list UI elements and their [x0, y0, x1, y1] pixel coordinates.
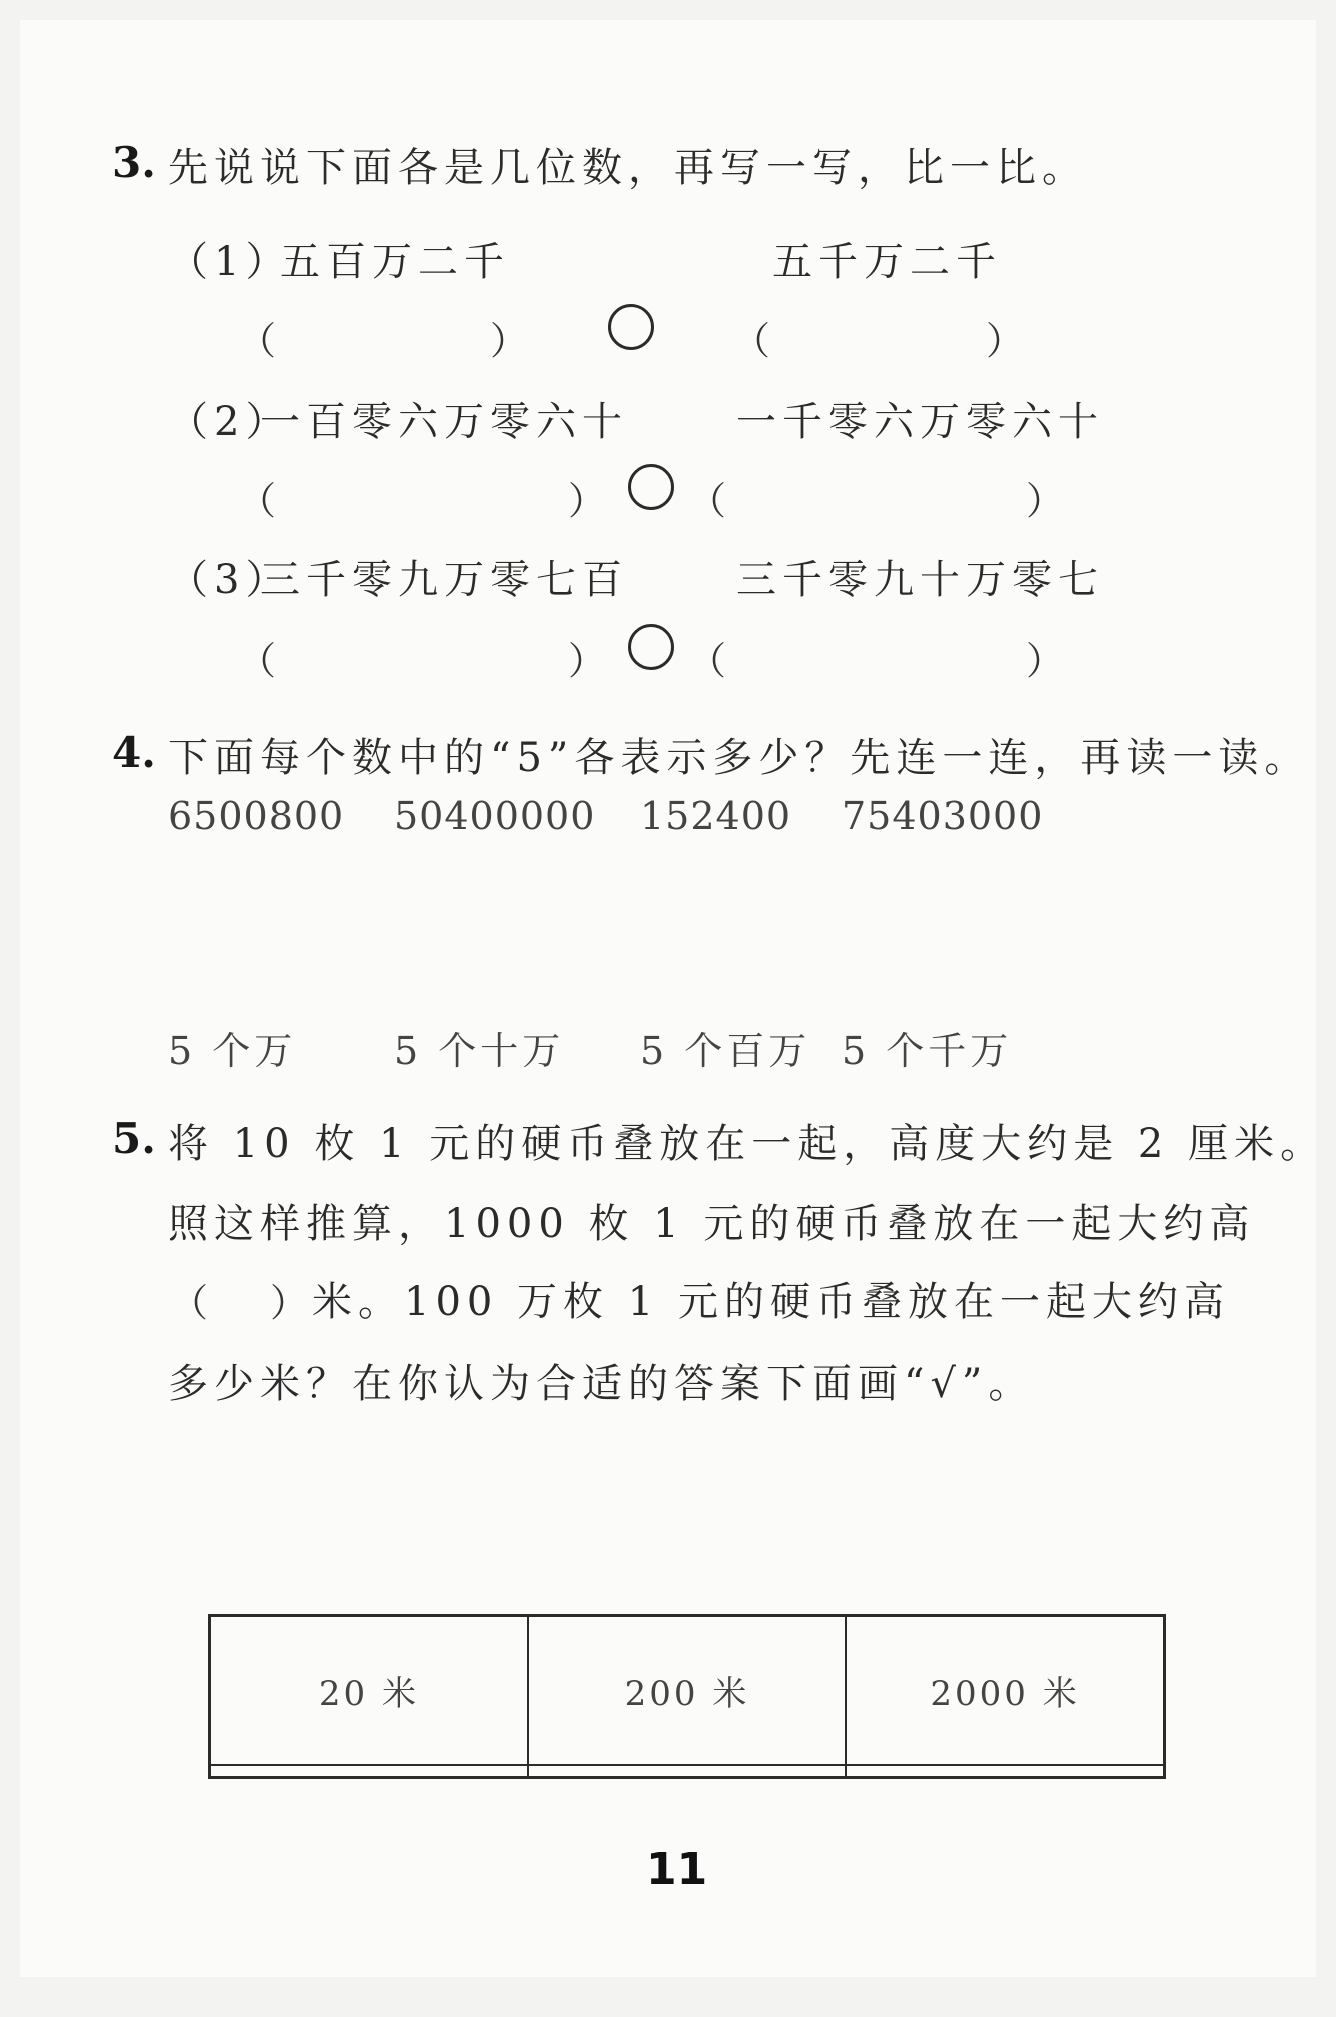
q3-item-1-left-close: ）: [490, 319, 529, 363]
q4-number-3: 152400: [640, 794, 792, 838]
q4-number-1: 6500800: [168, 794, 345, 838]
q3-instruction: 先说说下面各是几位数，再写一写，比一比。: [168, 145, 1088, 191]
q5-mark-cell-1[interactable]: [210, 1765, 528, 1778]
q3-item-2-left: 一百零六万零六十: [260, 399, 628, 445]
q4-meaning-4: 5 个千万: [842, 1029, 1013, 1073]
q3-item-1-label: （1）: [168, 239, 292, 285]
q3-item-2-right-close: ）: [1026, 479, 1065, 523]
q5-mark-cell-2[interactable]: [528, 1765, 846, 1778]
q4-number-2: 50400000: [394, 794, 596, 838]
q5-option-2: 200 米: [528, 1616, 846, 1765]
q5-options-row: [210, 1616, 1165, 1765]
q4-instruction: 下面每个数中的“5”各表示多少？先连一连，再读一读。: [168, 735, 1311, 781]
q4-number: 4.: [112, 728, 156, 777]
q3-item-2-left-open: （: [238, 479, 277, 523]
q5-mark-row: [210, 1765, 1165, 1778]
q4-number-4: 75403000: [842, 794, 1044, 838]
q5-mark-cell-3[interactable]: [846, 1765, 1164, 1778]
q3-item-3-right-close: ）: [1026, 639, 1065, 683]
q3-item-2-compare-circle[interactable]: [628, 464, 674, 510]
q3-item-3-right-open: （: [688, 639, 727, 683]
q3-item-2-left-close: ）: [568, 479, 607, 523]
q3-item-3-compare-circle[interactable]: [628, 624, 674, 670]
q5-option-3: 2000 米: [846, 1616, 1164, 1765]
q3-item-2-right: 一千零六万零六十: [736, 399, 1104, 445]
q5-line-1: 将 10 枚 1 元的硬币叠放在一起，高度大约是 2 厘米。: [168, 1121, 1327, 1167]
q5-line-4: 多少米？在你认为合适的答案下面画“√”。: [168, 1361, 1035, 1407]
q5-blank-close: ）: [270, 1281, 309, 1325]
q3-number: 3.: [112, 138, 156, 187]
q3-item-3-label: （3）: [168, 557, 292, 603]
q5-answer-table: [208, 1614, 1166, 1779]
q3-item-2-right-open: （: [688, 479, 727, 523]
q3-item-1-left: 五百万二千: [280, 239, 510, 285]
q3-item-1-left-open: （: [238, 319, 277, 363]
q5-option-1: 20 米: [210, 1616, 528, 1765]
workbook-page: [20, 20, 1327, 1977]
q3-item-3-right: 三千零九十万零七: [736, 557, 1104, 603]
q3-item-1-compare-circle[interactable]: [608, 304, 654, 350]
q4-meaning-3: 5 个百万: [640, 1029, 811, 1073]
q3-item-3-left-open: （: [238, 639, 277, 683]
q4-meaning-1: 5 个万: [168, 1029, 297, 1073]
page-number: 11: [646, 1844, 708, 1895]
q5-line-3: 米。100 万枚 1 元的硬币叠放在一起大约高: [312, 1279, 1230, 1325]
q5-number: 5.: [112, 1114, 156, 1163]
q3-item-3-left: 三千零九万零七百: [260, 557, 628, 603]
q3-item-1-right: 五千万二千: [772, 239, 1002, 285]
q5-line-2: 照这样推算，1000 枚 1 元的硬币叠放在一起大约高: [168, 1201, 1256, 1247]
q3-item-1-right-close: ）: [986, 319, 1025, 363]
q5-blank-open: （: [170, 1281, 209, 1325]
q3-item-1-right-open: （: [732, 319, 771, 363]
q4-meaning-2: 5 个十万: [394, 1029, 565, 1073]
q3-item-3-left-close: ）: [568, 639, 607, 683]
q3-item-2-label: （2）: [168, 399, 292, 445]
